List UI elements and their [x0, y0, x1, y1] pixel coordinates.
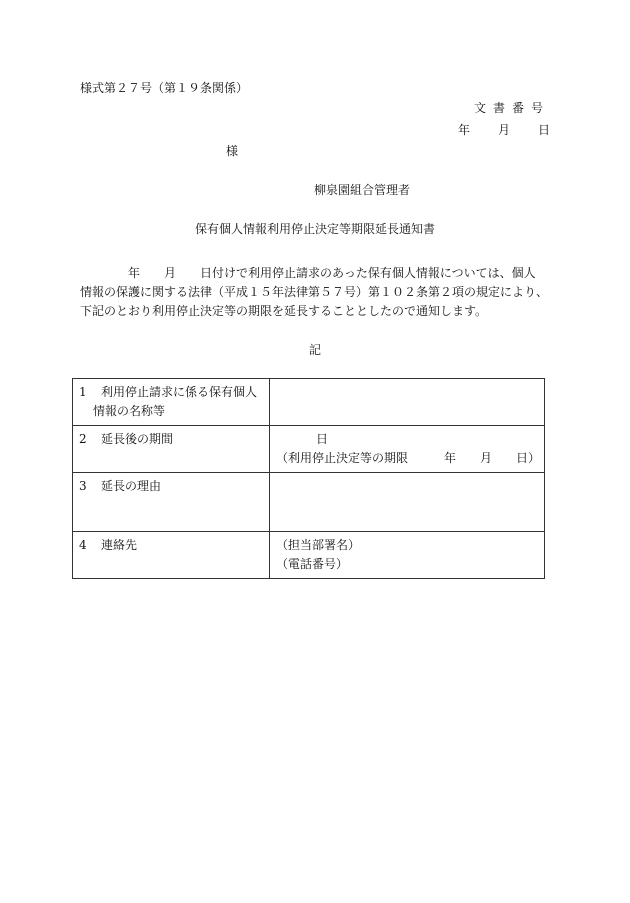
body-line-2: 情報の保護に関する法律（平成１５年法律第５７号）第１０２条第２項の規定により、 [80, 285, 549, 299]
table-row [73, 532, 545, 579]
form-number: 様式第２７号（第１９条関係） [80, 81, 249, 95]
row-number: 4 [79, 538, 87, 552]
row-label-continued: 情報の名称等 [93, 404, 166, 418]
document-number: 文書番号 [473, 101, 550, 115]
contact-department: （担当部署名） [276, 538, 361, 552]
table-row [73, 473, 545, 532]
ki-heading: 記 [308, 343, 321, 357]
row-label-text: 連絡先 [101, 538, 138, 552]
row-label-text: 利用停止請求に係る保有個人 [101, 385, 258, 399]
row-value[interactable] [270, 426, 545, 473]
row-label-text: 延長後の期間 [101, 432, 174, 446]
row-value[interactable] [270, 473, 545, 532]
row-label [73, 379, 270, 426]
extension-days: 日 [316, 432, 329, 446]
issuer-name: 柳泉園組合管理者 [314, 183, 411, 197]
row-number: 2 [79, 432, 87, 446]
row-value[interactable] [270, 532, 545, 579]
row-label [73, 473, 270, 532]
contact-phone: （電話番号） [276, 557, 349, 571]
table-row [73, 379, 545, 426]
table-row [73, 426, 545, 473]
row-label-text: 延長の理由 [101, 479, 162, 493]
body-paragraph [80, 264, 554, 321]
row-label [73, 426, 270, 473]
date-day: 日 [537, 123, 550, 137]
document-date [458, 124, 550, 136]
addressee: 様 [226, 144, 239, 158]
date-month: 月 [497, 123, 510, 137]
body-line-3: 下記のとおり利用停止決定等の期限を延長することとしたので通知します。 [80, 304, 488, 318]
row-value[interactable] [270, 379, 545, 426]
details-table [72, 378, 545, 579]
deadline-note: （利用停止決定等の期限 年 月 日） [276, 451, 541, 465]
row-number: 1 [79, 385, 87, 399]
row-number: 3 [79, 479, 87, 493]
row-label [73, 532, 270, 579]
date-year: 年 [457, 123, 470, 137]
document-title: 保有個人情報利用停止決定等期限延長通知書 [194, 222, 435, 236]
body-line-1: 年 月 日付けで利用停止請求のあった保有個人情報については、個人 [80, 266, 536, 280]
